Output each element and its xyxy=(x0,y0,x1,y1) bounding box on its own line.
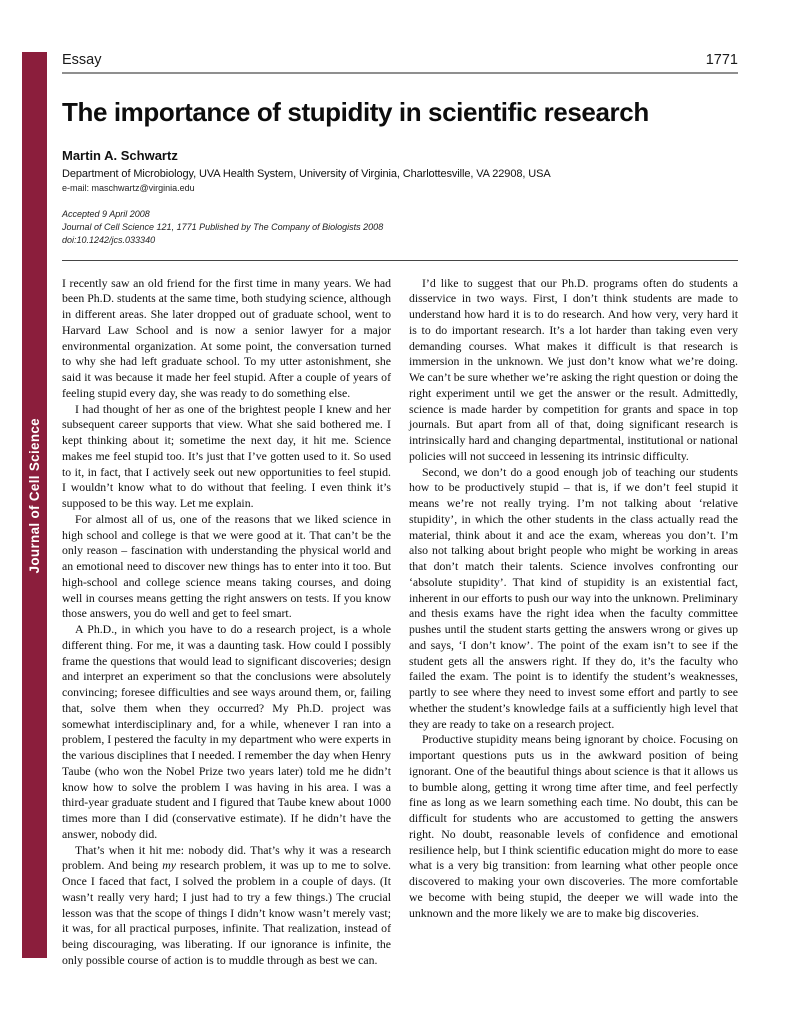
paragraph: I’d like to suggest that our Ph.D. programs often do students a disservice in two ways. First, I don’t think students are made to understand how hard it is to do research. And how very, very hard it is to do important research. It’s a lot harder than taking even very demanding courses. What makes it difficult is that research is immersion in the unknown. We just don’t know what we’re doing. We can’t be sure whether we’re asking the right question or doing the right experiment until we get the answer or the result. Admittedly, science is made harder by competition for grants and space in top journals. But apart from all of that, doing significant research is intrinsically hard and changing departmental, institutional or national policies will not succeed in lessening its intrinsic difficulty. xyxy=(409,275,738,463)
publication-meta xyxy=(62,208,738,247)
article-content xyxy=(62,52,738,969)
section-label: Essay xyxy=(62,52,102,68)
paragraph: Productive stupidity means being ignorant by choice. Focusing on important questions puts us in the awkward position of being ignorant. One of the beautiful things about science is that it allows us to bumble along, getting it wrong time after time, and feel perfectly fine as long as we learn something each time. No doubt, this can be difficult for students who are accustomed to getting the answers right. No doubt, reasonable levels of confidence and emotional resilience help, but I think scientific education might do more to ease what is a very big transition: from learning what other people once discovered to making your own discoveries. The more comfortable we become with being stupid, the deeper we will wade into the unknown and the more likely we are to make big discoveries. xyxy=(409,732,738,920)
right-column xyxy=(409,276,738,969)
paragraph: I had thought of her as one of the brightest people I knew and her subsequent career supports that view. What she said bothered me. I kept thinking about it; sometime the next day, it hit me. Science makes me feel stupid too. It’s just that I’ve gotten used to it. So used to it, in fact, that I actively seek out new opportunities to feel stupid. I wouldn’t know what to do without that feeling. I even think it’s supposed to be this way. Let me explain. xyxy=(62,401,391,511)
author-affiliation: Department of Microbiology, UVA Health System, University of Virginia, Charlottesville, VA 22908, USA xyxy=(62,167,551,180)
paragraph-text: That’s when it hit me: nobody did. That’s why it was a research problem. And being xyxy=(62,842,391,873)
paragraph: Second, we don’t do a good enough job of teaching our students how to be productively stupid – that is, if we don’t feel stupid it means we’re not really trying. I’m not talking about ‘relative stupidity’, in which the other students in the class actually read the material, think about it and ace the exam, whereas you don’t. I’m also not talking about bright people who might be working in areas that don’t match their talents. Science involves confronting our ‘absolute stupidity’. That kind of stupidity is an existential fact, inherent in our efforts to push our way into the unknown. Preliminary and thesis exams have the right idea when the faculty committee pushes until the student starts getting the answers wrong or gives up and says, ‘I don’t know’. The point of the exam isn’t to see if the student gets all the answers right. If they do, it’s the faculty who failed the exam. The point is to identify the student’s weaknesses, partly to see where they need to invest some effort and partly to see whether the student’s knowledge fails at a sufficiently high level that they are ready to take on a research project. xyxy=(409,464,738,731)
paragraph: For almost all of us, one of the reasons that we liked science in high school and college is that we were good at it. That can’t be the only reason – fascination with understanding the physical world and an emotional need to discover new things has to enter into it too. But high-school and college science means taking courses, and doing well in courses means getting the right answers on tests. If you know those answers, you do well and get to feel smart. xyxy=(62,511,391,621)
paragraph: A Ph.D., in which you have to do a research project, is a whole different thing. For me, it was a daunting task. How could I possibly frame the questions that would lead to significant discoveries; design and interpret an experiment so that the conclusions were absolutely convincing; foresee difficulties and see ways around them, or, failing that, solve them when they occurred? My Ph.D. project was somewhat interdisciplinary and, for a while, whenever I ran into a problem, I pestered the faculty in my department who were experts in the various disciplines that I needed. I remember the day when Henry Taube (who won the Nobel Prize two years later) told me he didn’t know how to solve the problem I was having in his area. I was a third-year graduate student and I figured that Taube knew about 1000 times more than I did (conservative estimate). If he didn’t have the answer, nobody did. xyxy=(62,622,391,841)
page-number: 1771 xyxy=(705,52,738,68)
journal-spine-bar xyxy=(22,52,47,958)
italic-word: my xyxy=(162,858,176,873)
author-email: e-mail: maschwartz@virginia.edu xyxy=(62,182,195,193)
paragraph-text: research problem, it was up to me to solve. Once I faced that fact, I solved the problem in a couple of days. (It wasn’t really very hard; I just had to try a few things.) The crucial lesson was that the scope of things I didn’t know wasn’t merely vast; it was, for all practical purposes, infinite. That realization, instead of being discouraging, was liberating. If our ignorance is infinite, the only possible course of action is to muddle through as best we can. xyxy=(62,858,391,967)
citation-line: Journal of Cell Science 121, 1771 Published by The Company of Biologists 2008 xyxy=(62,221,384,232)
left-column xyxy=(62,276,391,969)
article-title: The importance of stupidity in scientific research xyxy=(62,97,649,127)
page-header xyxy=(62,52,738,74)
author-name: Martin A. Schwartz xyxy=(62,147,178,163)
journal-name-vertical: Journal of Cell Science xyxy=(27,418,42,574)
divider-rule xyxy=(62,260,738,261)
paragraph: I recently saw an old friend for the first time in many years. We had been Ph.D. students at the same time, both studying science, although in different areas. She later dropped out of graduate school, went to Harvard Law School and is now a senior lawyer for a major environmental organization. At some point, the conversation turned to why she had left graduate school. To my utter astonishment, she said it was because it made her feel stupid. After a couple of years of feeling stupid every day, she was ready to do something else. xyxy=(62,275,391,400)
accepted-date: Accepted 9 April 2008 xyxy=(62,208,150,219)
doi-line: doi:10.1242/jcs.033340 xyxy=(62,234,156,245)
paragraph xyxy=(62,843,391,969)
body-columns xyxy=(62,276,738,969)
